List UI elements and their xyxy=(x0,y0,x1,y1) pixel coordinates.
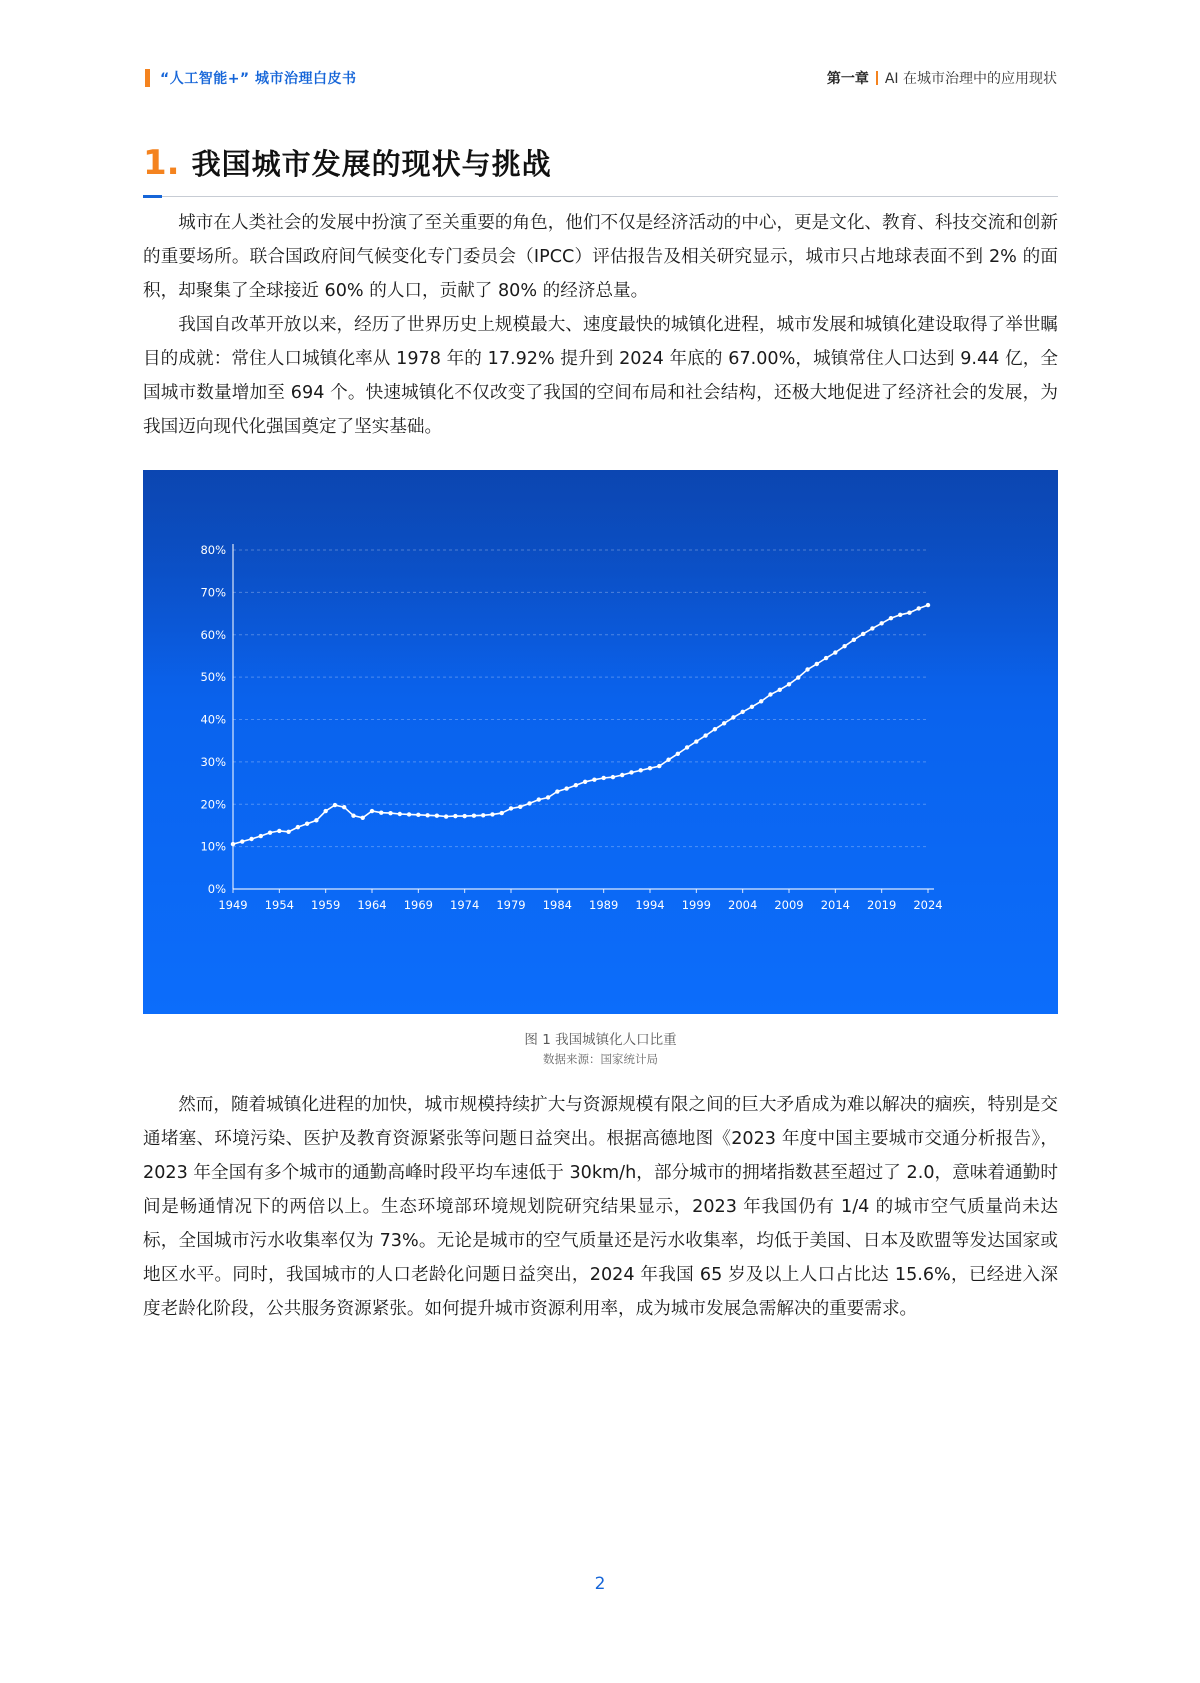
page-number: 2 xyxy=(594,1574,606,1594)
data-point xyxy=(713,727,717,731)
data-point xyxy=(333,803,337,807)
challenge-text xyxy=(143,1088,1058,1326)
y-tick-label: 60% xyxy=(200,627,226,642)
data-point xyxy=(583,780,587,784)
data-point xyxy=(620,773,624,777)
data-point xyxy=(453,814,457,818)
x-tick-label: 1984 xyxy=(542,898,572,912)
x-tick-label: 2024 xyxy=(913,898,943,912)
intro-text xyxy=(143,206,1058,444)
y-tick-label: 40% xyxy=(200,712,226,727)
data-point xyxy=(787,682,791,686)
data-point xyxy=(296,825,300,829)
urbanization-chart xyxy=(143,470,1058,1014)
data-point xyxy=(676,752,680,756)
data-point xyxy=(833,650,837,654)
section-title: 我国城市发展的现状与挑战 xyxy=(191,147,552,181)
x-tick-label: 1989 xyxy=(589,898,619,912)
data-point xyxy=(425,813,429,817)
data-point xyxy=(740,710,744,714)
data-point xyxy=(768,692,772,696)
header-accent-bar xyxy=(145,69,150,87)
data-point xyxy=(435,813,439,817)
paragraph: 然而，随着城镇化进程的加快，城市规模持续扩大与资源规模有限之间的巨大矛盾成为难以解决的痼疾，特别是交通堵塞、环境污染、医护及教育资源紧张等问题日益突出。根据高德地图《2023 年度中国主要城市交通分析报告》，2023 年全国有多个城市的通勤高峰时段平均车速低于 30km/h，部分城市的拥堵指数甚至超过了 2.0，意味着通勤时间是畅通情况下的两倍以上。生态环境部环境规划院研究结果显示，2023 年我国仍有 1/4 的城市空气质量尚未达标，全国城市污水收集率仅为 73%。无论是城市的空气质量还是污水收集率，均低于美国、日本及欧盟等发达国家或地区水平。同时，我国城市的人口老龄化问题日益突出，2024 年我国 65 岁及以上人口占比达 15.6%，已经进入深度老龄化阶段，公共服务资源紧张。如何提升城市资源利用率，成为城市发展急需解决的重要需求。 xyxy=(143,1095,1058,1319)
data-point xyxy=(926,603,930,607)
data-point xyxy=(722,721,726,725)
data-point xyxy=(907,611,911,615)
x-tick-label: 2009 xyxy=(774,898,804,912)
data-point xyxy=(518,805,522,809)
data-point xyxy=(898,613,902,617)
data-point xyxy=(824,656,828,660)
data-point xyxy=(444,814,448,818)
data-point xyxy=(592,777,596,781)
page-header xyxy=(145,68,1057,90)
data-point xyxy=(305,822,309,826)
x-tick-label: 1974 xyxy=(450,898,480,912)
data-point xyxy=(231,842,235,846)
data-point xyxy=(564,786,568,790)
chart-canvas xyxy=(143,470,1058,1014)
caption-title: 图 1 我国城镇化人口比重 xyxy=(524,1032,677,1048)
chapter-label: 第一章 xyxy=(826,71,869,87)
x-tick-label: 2014 xyxy=(820,898,850,912)
data-point xyxy=(555,789,559,793)
data-point xyxy=(546,795,550,799)
data-point xyxy=(815,662,819,666)
data-point xyxy=(759,699,763,703)
section-number: 1. xyxy=(143,143,180,183)
data-point xyxy=(861,632,865,636)
data-point xyxy=(527,801,531,805)
data-point xyxy=(342,805,346,809)
header-left xyxy=(145,68,357,88)
section-heading xyxy=(143,142,552,183)
data-point xyxy=(611,775,615,779)
y-tick-label: 10% xyxy=(200,839,226,854)
paragraph: 城市在人类社会的发展中扮演了至关重要的角色，他们不仅是经济活动的中心，更是文化、教育、科技交流和创新的重要场所。联合国政府间气候变化专门委员会（IPCC）评估报告及相关研究显示，城市只占地球表面不到 2% 的面积，却聚集了全球接近 60% 的人口，贡献了 80% 的经济总量。 xyxy=(143,213,1058,301)
data-point xyxy=(490,812,494,816)
data-point xyxy=(778,688,782,692)
data-point xyxy=(249,837,253,841)
y-tick-label: 50% xyxy=(200,670,226,685)
data-point xyxy=(917,606,921,610)
data-point xyxy=(537,797,541,801)
data-point xyxy=(805,667,809,671)
data-point xyxy=(277,829,281,833)
chart-background-haze xyxy=(143,470,1058,680)
data-point xyxy=(685,745,689,749)
data-point xyxy=(370,809,374,813)
data-point xyxy=(666,758,670,762)
y-tick-label: 70% xyxy=(200,585,226,600)
data-point xyxy=(407,812,411,816)
data-point xyxy=(268,830,272,834)
y-tick-label: 20% xyxy=(200,797,226,812)
data-point xyxy=(286,830,290,834)
data-point xyxy=(694,739,698,743)
data-point xyxy=(351,813,355,817)
data-point xyxy=(870,626,874,630)
y-tick-label: 0% xyxy=(207,882,226,896)
x-tick-label: 1949 xyxy=(218,898,248,912)
data-point xyxy=(472,813,476,817)
data-point xyxy=(240,839,244,843)
y-tick-label: 80% xyxy=(200,543,226,557)
data-point xyxy=(314,818,318,822)
y-tick-label: 30% xyxy=(200,754,226,769)
data-point xyxy=(648,766,652,770)
header-separator xyxy=(876,71,878,85)
chapter-title: AI 在城市治理中的应用现状 xyxy=(884,71,1057,87)
data-point xyxy=(629,770,633,774)
data-point xyxy=(639,768,643,772)
data-point xyxy=(889,616,893,620)
data-point xyxy=(852,638,856,642)
x-tick-label: 1979 xyxy=(496,898,526,912)
x-tick-label: 2019 xyxy=(867,898,897,912)
data-point xyxy=(879,621,883,625)
data-point xyxy=(462,814,466,818)
data-point xyxy=(509,806,513,810)
figure-caption xyxy=(143,1028,1058,1067)
data-point xyxy=(388,811,392,815)
data-point xyxy=(259,834,263,838)
data-point xyxy=(750,705,754,709)
data-point xyxy=(657,764,661,768)
x-tick-label: 1969 xyxy=(403,898,433,912)
x-tick-label: 1994 xyxy=(635,898,665,912)
data-point xyxy=(398,812,402,816)
data-point xyxy=(481,813,485,817)
x-tick-label: 1964 xyxy=(357,898,387,912)
document-title: “人工智能+” 城市治理白皮书 xyxy=(160,71,357,87)
data-point xyxy=(500,811,504,815)
data-point xyxy=(574,783,578,787)
x-tick-label: 1954 xyxy=(264,898,294,912)
data-point xyxy=(731,715,735,719)
data-point xyxy=(416,813,420,817)
x-tick-label: 1959 xyxy=(311,898,341,912)
data-point xyxy=(361,816,365,820)
paragraph: 我国自改革开放以来，经历了世界历史上规模最大、速度最快的城镇化进程，城市发展和城镇化建设取得了举世瞩目的成就：常住人口城镇化率从 1978 年的 17.92% 提升到 2024 年底的 67.00%，城镇常住人口达到 9.44 亿，全国城市数量增加至 694 个。快速城镇化不仅改变了我国的空间布局和社会结构，还极大地促进了经济社会的发展，为我国迈向现代化强国奠定了坚实基础。 xyxy=(143,315,1058,437)
caption-source: 数据来源：国家统计局 xyxy=(543,1052,658,1066)
x-tick-label: 2004 xyxy=(728,898,758,912)
data-point xyxy=(703,733,707,737)
header-right xyxy=(827,68,1057,88)
data-point xyxy=(323,809,327,813)
data-point xyxy=(842,644,846,648)
data-point xyxy=(601,776,605,780)
heading-divider-accent xyxy=(143,195,162,198)
data-point xyxy=(796,675,800,679)
x-tick-label: 1999 xyxy=(681,898,711,912)
heading-divider xyxy=(143,196,1058,197)
data-point xyxy=(379,811,383,815)
